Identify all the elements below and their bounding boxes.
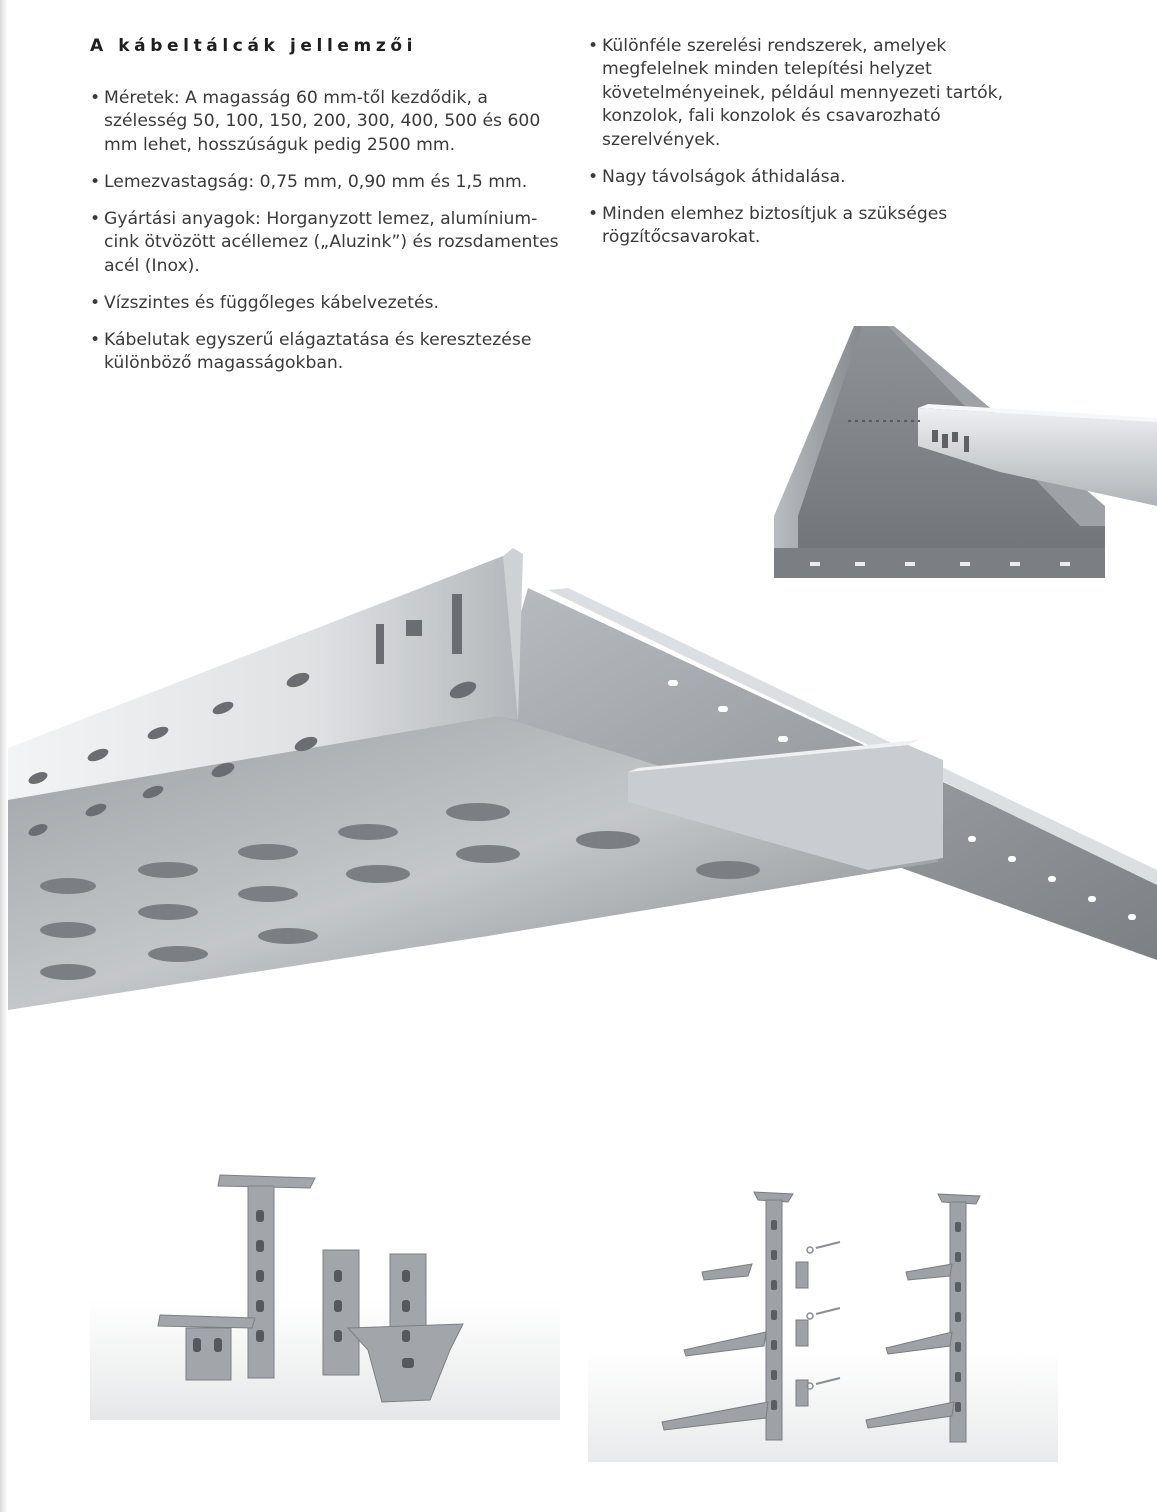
list-item: • Nagy távolságok áthidalása. xyxy=(588,166,1058,189)
page-edge-shadow xyxy=(0,0,8,1512)
list-item: • Kábelutak egyszerű elágaztatása és keresztezése különböző magasságokban. xyxy=(90,329,560,376)
list-item: • Minden elemhez biztosítjuk a szükséges rögzítőcsavarokat. xyxy=(588,203,1058,250)
list-item: • Méretek: A magasság 60 mm-től kezdődik, a szélesség 50, 100, 150, 200, 300, 400, 500 és 600 mm lehet, hosszúságuk pedig 2500 mm. xyxy=(90,87,560,157)
list-item: • Különféle szerelési rendszerek, amelyek megfelelnek minden telepítési helyzet követelményeinek, például mennyezeti tartók, konzolok, fali konzolok és csavarozható szerelvények. xyxy=(588,35,1058,152)
list-item: • Vízszintes és függőleges kábelvezetés. xyxy=(90,292,560,315)
features-list-right xyxy=(588,35,1058,263)
features-list-left xyxy=(90,87,560,389)
perforated-cable-tray-image xyxy=(8,540,1157,1015)
ceiling-supports-image xyxy=(90,1150,560,1420)
list-item: • Gyártási anyagok: Horganyzott lemez, alumínium-cink ötvözött acéllemez („Aluzink”) és rozsdamentes acél (Inox). xyxy=(90,208,560,278)
list-item: • Lemezvastagság: 0,75 mm, 0,90 mm és 1,5 mm. xyxy=(90,171,560,194)
wall-brackets-image xyxy=(588,1180,1058,1462)
section-title: A kábeltálcák jellemzői xyxy=(90,36,418,56)
